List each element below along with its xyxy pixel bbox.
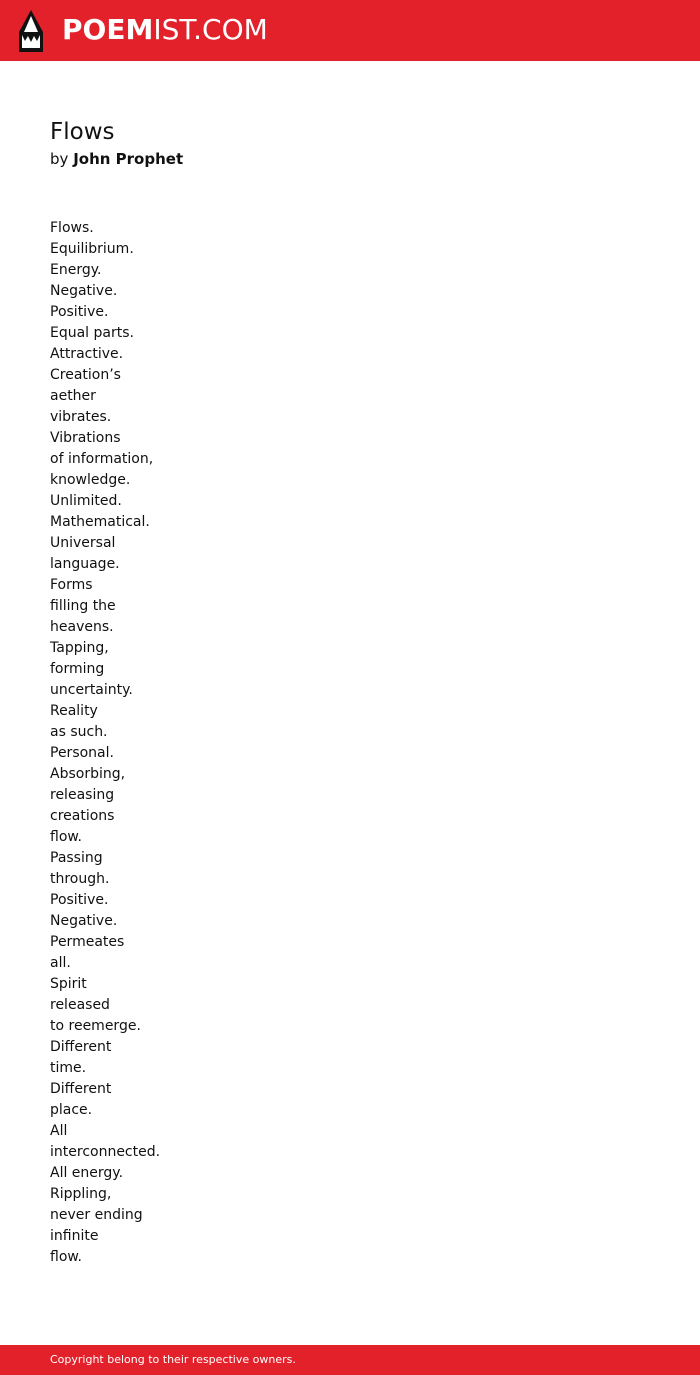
site-logo[interactable] [62, 12, 268, 48]
poem-line: releasing [50, 787, 115, 803]
poem-line: Equal parts. [50, 325, 134, 341]
poem-line: Mathematical. [50, 514, 150, 530]
poem-line: Different [50, 1039, 112, 1055]
poem-line: Absorbing, [50, 766, 126, 782]
poem-line: Reality [50, 703, 98, 719]
poem-line: Personal. [50, 745, 114, 761]
pencil-tip-icon[interactable] [18, 10, 44, 52]
poem-line: place. [50, 1102, 93, 1118]
site-footer [0, 1345, 700, 1375]
poem-line: released [50, 997, 110, 1013]
poem-line: Vibrations [50, 430, 121, 446]
poem-line: through. [50, 871, 110, 887]
poem-line: filling the [50, 598, 116, 614]
poem-line: All energy. [50, 1165, 124, 1181]
poem-line: Different [50, 1081, 112, 1097]
poem-line: Positive. [50, 304, 109, 320]
poem-line: Negative. [50, 283, 118, 299]
logo-light-text: IST.COM [153, 13, 268, 46]
poem-line: of information, [50, 451, 154, 467]
poem-line: all. [50, 955, 71, 971]
poem-line: Equilibrium. [50, 241, 134, 257]
poem-line: Flows. [50, 220, 94, 236]
site-header [0, 0, 700, 61]
poem-line: aether [50, 388, 96, 404]
poem-line: Forms [50, 577, 93, 593]
poem-line: Attractive. [50, 346, 124, 362]
poem-line: knowledge. [50, 472, 131, 488]
poem-line: uncertainty. [50, 682, 133, 698]
poem-line: forming [50, 661, 105, 677]
poem-line: Positive. [50, 892, 109, 908]
poem-title: Flows [50, 119, 115, 145]
poem-line: Passing [50, 850, 103, 866]
poem-line: flow. [50, 829, 82, 845]
logo-bold-text: POEM [62, 13, 154, 46]
poem-line: Tapping, [50, 640, 109, 656]
poem-line: flow. [50, 1249, 82, 1265]
poem-line: Rippling, [50, 1186, 112, 1202]
poem-line: Universal [50, 535, 116, 551]
byline [50, 148, 183, 170]
poem-line: time. [50, 1060, 87, 1076]
poem-line: infinite [50, 1228, 99, 1244]
poem-line: language. [50, 556, 120, 572]
copyright-text: Copyright belong to their respective owners. [50, 1353, 296, 1366]
poem-line: Creation’s [50, 367, 121, 383]
poem-line: Permeates [50, 934, 125, 950]
poem-line: as such. [50, 724, 108, 740]
poem-line: Energy. [50, 262, 102, 278]
poem-line: heavens. [50, 619, 114, 635]
poem-line: interconnected. [50, 1144, 161, 1160]
by-label: by [50, 150, 69, 168]
poem-body [50, 218, 350, 1268]
poem-line: Negative. [50, 913, 118, 929]
author-name: John Prophet [73, 150, 184, 168]
poem-line: vibrates. [50, 409, 112, 425]
poem-line: never ending [50, 1207, 143, 1223]
poem-line: creations [50, 808, 115, 824]
poem-line: Spirit [50, 976, 87, 992]
poem-line: All [50, 1123, 68, 1139]
poem-line: to reemerge. [50, 1018, 141, 1034]
poem-line: Unlimited. [50, 493, 122, 509]
